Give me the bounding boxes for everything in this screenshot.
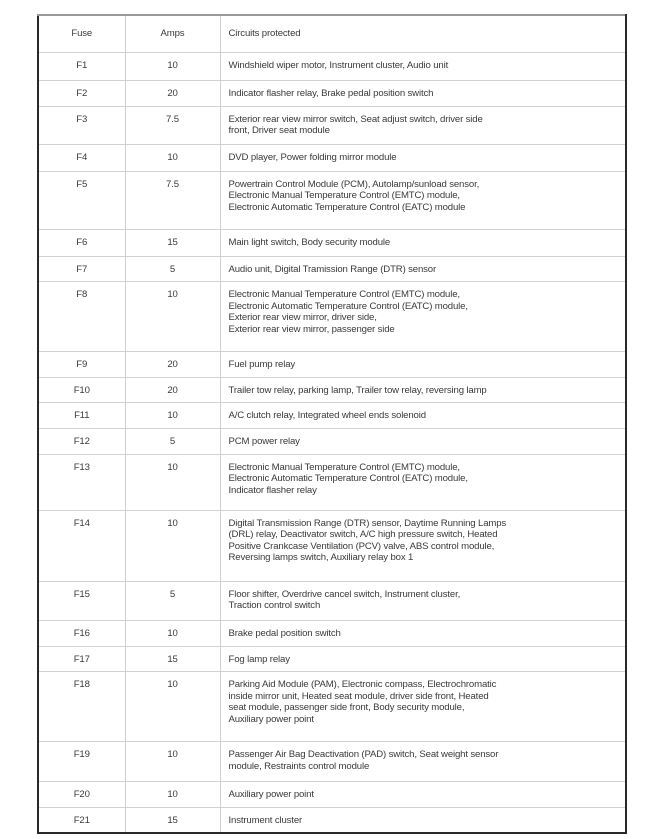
fuse-amps: 10: [125, 53, 220, 81]
table-row: [38, 144, 626, 171]
fuse-amps: 10: [125, 454, 220, 510]
circuits-protected: [220, 620, 626, 646]
fuse-id: F3: [38, 106, 125, 144]
circuit-line: Fuel pump relay: [228, 359, 296, 371]
fuse-id: F13: [38, 454, 125, 510]
fuse-id: F14: [38, 510, 125, 581]
circuit-line: Electronic Automatic Temperature Control (EATC) module,: [228, 300, 468, 312]
circuit-line: (DRL) relay, Deactivator switch, A/C high pressure switch, Heated: [228, 529, 498, 541]
circuit-line: Instrument cluster: [228, 814, 303, 826]
fuse-id: F19: [38, 742, 125, 782]
table-row: [38, 81, 626, 107]
circuit-line: Passenger Air Bag Deactivation (PAD) switch, Seat weight sensor: [228, 749, 499, 761]
circuits-protected: [220, 377, 626, 403]
circuit-line: Positive Crankcase Ventilation (PCV) valve, ABS control module,: [228, 540, 495, 552]
table-row: [38, 620, 626, 646]
circuit-line: Audio unit, Digital Tramission Range (DTR) sensor: [228, 263, 437, 275]
table-row: [38, 352, 626, 378]
fuse-id: F6: [38, 229, 125, 256]
circuit-line: seat module, passenger side front, Body security module,: [228, 702, 465, 714]
circuits-protected: [220, 672, 626, 742]
table-row: [38, 403, 626, 429]
circuit-line: Electronic Manual Temperature Control (EMTC) module,: [228, 461, 460, 473]
circuit-line: Reversing lamps switch, Auxiliary relay box 1: [228, 552, 414, 564]
circuit-line: Indicator flasher relay, Brake pedal position switch: [228, 88, 434, 99]
table-header-row: [38, 15, 626, 53]
fuse-amps: 20: [125, 81, 220, 107]
fuse-amps: 10: [125, 510, 220, 581]
fuse-id: F17: [38, 646, 125, 672]
table-row: [38, 782, 626, 808]
circuit-line: Exterior rear view mirror switch, Seat adjust switch, driver side: [228, 113, 483, 125]
fuse-id: F8: [38, 282, 125, 352]
fuse-id: F4: [38, 144, 125, 171]
table-row: [38, 171, 626, 229]
table-row: [38, 377, 626, 403]
fuse-amps: 7.5: [125, 106, 220, 144]
table-row: [38, 256, 626, 282]
circuit-line: Auxiliary power point: [228, 789, 314, 801]
circuit-line: Electronic Automatic Temperature Control (EATC) module,: [228, 473, 468, 485]
header-circuits: Circuits protected: [220, 15, 626, 53]
circuits-protected: [220, 742, 626, 782]
table-row: [38, 53, 626, 81]
circuit-line: A/C clutch relay, Integrated wheel ends solenoid: [228, 410, 426, 422]
fuse-id: F16: [38, 620, 125, 646]
fuse-amps: 10: [125, 672, 220, 742]
fuse-amps: 5: [125, 581, 220, 620]
circuit-line: Auxiliary power point: [228, 713, 314, 725]
fuse-id: F7: [38, 256, 125, 282]
table-row: [38, 428, 626, 454]
circuits-protected: [220, 106, 626, 144]
circuits-protected: [220, 510, 626, 581]
fuse-amps: 10: [125, 782, 220, 808]
circuits-protected: [220, 144, 626, 171]
fuse-amps: 15: [125, 646, 220, 672]
circuits-protected: [220, 352, 626, 378]
circuit-line: Traction control switch: [228, 600, 321, 612]
circuits-protected: [220, 81, 626, 107]
fuse-amps: 5: [125, 256, 220, 282]
circuits-protected: [220, 171, 626, 229]
fuse-id: F18: [38, 672, 125, 742]
circuits-protected: [220, 807, 626, 833]
circuit-line: DVD player, Power folding mirror module: [228, 151, 397, 163]
table-row: [38, 106, 626, 144]
table-row: [38, 282, 626, 352]
circuit-line: Electronic Manual Temperature Control (EMTC) module,: [228, 289, 460, 301]
header-fuse: Fuse: [38, 15, 125, 53]
fuse-amps: 5: [125, 428, 220, 454]
fuse-id: F1: [38, 53, 125, 81]
table-row: [38, 742, 626, 782]
fuse-amps: 10: [125, 742, 220, 782]
fuse-table: [37, 14, 627, 834]
table-row: [38, 807, 626, 833]
circuits-protected: [220, 403, 626, 429]
circuit-line: Electronic Manual Temperature Control (EMTC) module,: [228, 190, 460, 202]
fuse-id: F5: [38, 171, 125, 229]
circuit-line: Exterior rear view mirror, driver side,: [228, 312, 377, 324]
circuit-line: inside mirror unit, Heated seat module, driver side front, Heated: [228, 690, 489, 702]
fuse-id: F2: [38, 81, 125, 107]
table-row: [38, 454, 626, 510]
circuit-line: Floor shifter, Overdrive cancel switch, Instrument cluster,: [228, 588, 461, 600]
circuit-line: module, Restraints control module: [228, 760, 370, 772]
fuse-id: F11: [38, 403, 125, 429]
fuse-id: F12: [38, 428, 125, 454]
circuits-protected: [220, 256, 626, 282]
fuse-amps: 15: [125, 229, 220, 256]
circuit-line: Brake pedal position switch: [228, 627, 341, 639]
table-body: [38, 53, 626, 834]
circuits-protected: [220, 53, 626, 81]
circuit-line: PCM power relay: [228, 435, 300, 447]
circuits-protected: [220, 646, 626, 672]
circuit-line: Trailer tow relay, parking lamp, Trailer tow relay, reversing lamp: [228, 384, 487, 396]
circuits-protected: [220, 454, 626, 510]
fuse-id: F9: [38, 352, 125, 378]
circuit-line: Parking Aid Module (PAM), Electronic compass, Electrochromatic: [228, 679, 497, 691]
fuse-amps: 10: [125, 144, 220, 171]
fuse-amps: 10: [125, 620, 220, 646]
circuits-protected: [220, 428, 626, 454]
circuit-line: Exterior rear view mirror, passenger side: [228, 323, 395, 335]
fuse-id: F15: [38, 581, 125, 620]
circuit-line: Windshield wiper motor, Instrument cluster, Audio unit: [228, 60, 449, 71]
circuit-line: Electronic Automatic Temperature Control (EATC) module: [228, 201, 466, 213]
circuit-line: Indicator flasher relay: [228, 484, 317, 496]
circuits-protected: [220, 581, 626, 620]
fuse-amps: 20: [125, 352, 220, 378]
fuse-amps: 7.5: [125, 171, 220, 229]
circuit-line: front, Driver seat module: [228, 125, 330, 137]
fuse-amps: 10: [125, 403, 220, 429]
fuse-amps: 10: [125, 282, 220, 352]
fuse-id: F20: [38, 782, 125, 808]
circuits-protected: [220, 282, 626, 352]
fuse-id: F10: [38, 377, 125, 403]
table-row: [38, 510, 626, 581]
circuit-line: Powertrain Control Module (PCM), Autolamp/sunload sensor,: [228, 178, 480, 190]
circuit-line: Digital Transmission Range (DTR) sensor, Daytime Running Lamps: [228, 517, 507, 529]
header-amps: Amps: [125, 15, 220, 53]
table-row: [38, 229, 626, 256]
circuit-line: Main light switch, Body security module: [228, 236, 391, 248]
circuit-line: Fog lamp relay: [228, 653, 290, 665]
table-row: [38, 672, 626, 742]
table-row: [38, 581, 626, 620]
table-row: [38, 646, 626, 672]
fuse-id: F21: [38, 807, 125, 833]
circuits-protected: [220, 782, 626, 808]
circuits-protected: [220, 229, 626, 256]
fuse-amps: 15: [125, 807, 220, 833]
fuse-amps: 20: [125, 377, 220, 403]
